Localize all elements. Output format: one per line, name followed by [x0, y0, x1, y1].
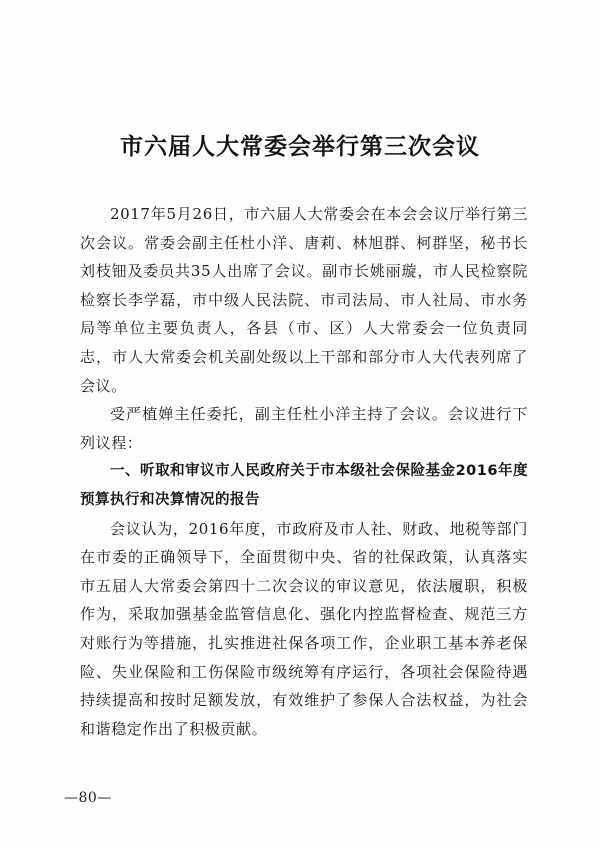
paragraph-agenda-intro: 受严植婵主任委托，副主任杜小洋主持了会议。会议进行下列议程：: [80, 405, 528, 452]
section-heading: 一、听取和审议市人民政府关于市本级社会保险基金2016年度预算执行和决算情况的报告: [80, 463, 528, 508]
page-title: 市六届人大常委会举行第三次会议: [120, 134, 480, 160]
paragraph-section-content: 会议认为，2016年度，市政府及市人社、财政、地税等部门在市委的正确领导下，全面贯彻中央、省的社保政策，认真落实市五届人大常委会第四十二次会议的审议意见，依法履职，积极作为，采取加强基金监管信息化、强化内控监督检查、规范三方对账行为等措施，扎实推进社保各项工作，企业职工基本养老保险、失业保险和工伤保险市级统筹有序运行，各项社会保险待遇持续提高和按时足额发放，有效维护了参保人合法权益，为社会和谐稳定作出了积极贡献。: [80, 519, 528, 738]
paragraph-meeting-overview: 2017年5月26日，市六届人大常委会在本会会议厅举行第三次会议。常委会副主任杜小洋、唐莉、林旭群、柯群坚，秘书长刘枝钿及委员共35人出席了会议。副市长姚丽璇，市人民检察院检察长李学磊，市中级人民法院、市司法局、市人社局、市水务局等单位主要负责人，各县（市、区）人大常委会一位负责同志，市人大常委会机关副处级以上干部和部分市人大代表列席了会议。: [80, 205, 528, 395]
article-body: [80, 200, 528, 743]
page-number: —80—: [64, 790, 112, 806]
